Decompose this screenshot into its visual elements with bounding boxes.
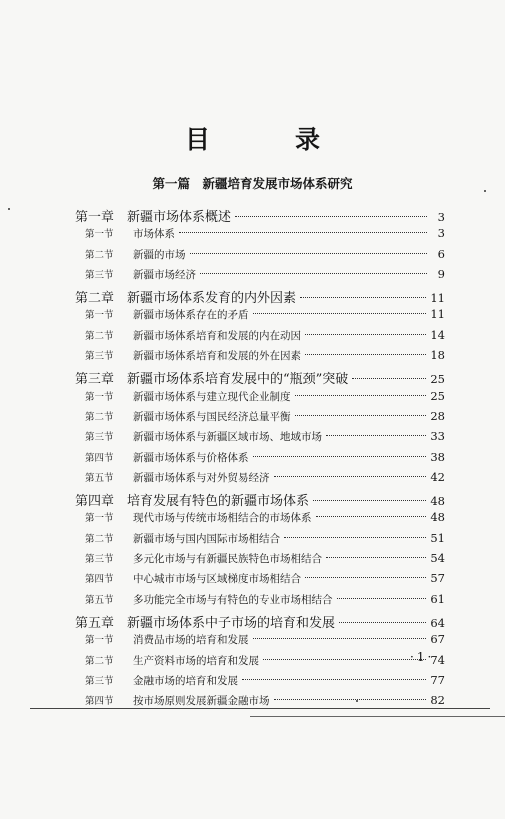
- toc-title: 新疆市场体系培育和发展的内在动因: [133, 329, 301, 342]
- toc-title: 多功能完全市场与有特色的专业市场相结合: [133, 593, 333, 606]
- toc-label: 第一节: [85, 391, 114, 403]
- toc-page-number: 64: [430, 615, 445, 630]
- toc-title: 市场体系: [133, 228, 175, 241]
- toc-page-number: 3: [437, 210, 445, 224]
- toc-chapter-row: [75, 490, 445, 510]
- toc-title: 多元化市场与有新疆民族特色市场相结合: [133, 553, 322, 566]
- toc-section-row: [75, 653, 445, 673]
- toc-section-row: [75, 673, 445, 693]
- toc-page-number: 14: [430, 327, 445, 342]
- scan-speck: [484, 190, 486, 192]
- bottom-rule: [30, 708, 490, 709]
- toc-page-number: 61: [430, 591, 445, 606]
- toc-leader-dots: [274, 476, 427, 477]
- toc-leader-dots: [337, 598, 427, 599]
- toc-label: 第三节: [85, 554, 114, 566]
- toc-page-number: 9: [437, 266, 445, 281]
- toc-section-row: [75, 226, 445, 246]
- page-number: ·1·: [410, 650, 435, 664]
- toc-title: 金融市场的培育和发展: [133, 674, 238, 687]
- toc-label: 第二节: [85, 533, 114, 545]
- toc-title: 新疆市场体系与新疆区域市场、地域市场: [133, 431, 322, 444]
- part-heading: 第一篇 新疆培育发展市场体系研究: [152, 176, 353, 191]
- toc-title: 中心城市市场与区域梯度市场相结合: [133, 573, 301, 586]
- toc-leader-dots: [253, 638, 427, 639]
- toc-section-row: [75, 531, 445, 551]
- toc-section-row: [75, 693, 445, 713]
- toc-label: 第四章: [75, 494, 115, 510]
- toc-page-number: 11: [430, 307, 445, 322]
- toc-chapter-row: [75, 287, 445, 307]
- toc-page-number: 48: [430, 494, 445, 509]
- toc-title: 新疆市场体系培育和发展的外在因素: [133, 350, 301, 363]
- toc-leader-dots: [295, 415, 427, 416]
- toc-title: 新疆市场体系与国民经济总量平衡: [133, 410, 291, 423]
- toc-label: 第四节: [85, 574, 114, 586]
- toc-leader-dots: [316, 516, 427, 517]
- scan-speck: [8, 208, 10, 210]
- toc-page-number: 54: [430, 551, 445, 566]
- toc-leader-dots: [263, 659, 426, 660]
- table-of-contents: [75, 206, 445, 713]
- toc-section-row: [75, 429, 445, 449]
- toc-section-row: [75, 307, 445, 327]
- toc-title: 消费品市场的培育和发展: [133, 634, 249, 647]
- toc-section-row: [75, 450, 445, 470]
- toc-chapter-row: [75, 612, 445, 632]
- toc-title: 生产资料市场的培育和发展: [133, 654, 259, 667]
- toc-leader-dots: [339, 622, 426, 623]
- bottom-rule-secondary: [250, 716, 505, 717]
- toc-leader-dots: [253, 313, 427, 314]
- toc-label: 第四节: [85, 452, 114, 464]
- toc-title: 新疆市场体系概述: [127, 210, 232, 225]
- toc-page-number: 67: [430, 632, 445, 647]
- toc-leader-dots: [305, 354, 426, 355]
- toc-label: 第三节: [85, 675, 114, 687]
- toc-title: 新疆市场体系与对外贸易经济: [133, 471, 270, 484]
- toc-page-number: 48: [430, 510, 445, 525]
- toc-title: 新疆市场经济: [133, 268, 196, 281]
- toc-leader-dots: [274, 699, 427, 700]
- toc-section-row: [75, 348, 445, 368]
- toc-label: 第一章: [75, 210, 115, 225]
- toc-section-row: [75, 328, 445, 348]
- toc-leader-dots: [253, 456, 427, 457]
- toc-page-number: 77: [430, 672, 445, 687]
- toc-leader-dots: [200, 273, 427, 274]
- toc-page-number: 82: [430, 693, 445, 708]
- toc-section-row: [75, 592, 445, 612]
- toc-leader-dots: [305, 577, 426, 578]
- toc-label: 第二章: [75, 291, 115, 307]
- toc-label: 第二节: [85, 411, 114, 423]
- toc-label: 第三节: [85, 432, 114, 444]
- toc-label: 第三节: [85, 269, 114, 281]
- toc-leader-dots: [284, 537, 426, 538]
- toc-section-row: [75, 267, 445, 287]
- toc-leader-dots: [179, 232, 427, 233]
- toc-leader-dots: [305, 334, 426, 335]
- toc-title: 按市场原则发展新疆金融市场: [133, 695, 270, 708]
- toc-title: 新疆市场与国内国际市场相结合: [133, 532, 280, 545]
- toc-page-number: 33: [430, 429, 445, 444]
- toc-section-row: [75, 409, 445, 429]
- toc-title: 新疆的市场: [133, 248, 186, 261]
- toc-leader-dots: [235, 216, 427, 217]
- toc-page-number: 38: [430, 449, 445, 464]
- toc-page-number: 74: [430, 652, 445, 667]
- toc-leader-dots: [326, 435, 426, 436]
- toc-section-row: [75, 571, 445, 591]
- toc-chapter-row: [75, 206, 445, 226]
- toc-page-number: 25: [430, 372, 445, 387]
- toc-section-row: [75, 510, 445, 530]
- toc-label: 第三节: [85, 351, 114, 363]
- toc-label: 第三章: [75, 372, 115, 388]
- toc-section-row: [75, 389, 445, 409]
- toc-section-row: [75, 551, 445, 571]
- toc-page-number: 3: [437, 226, 445, 241]
- toc-title: 培育发展有特色的新疆市场体系: [127, 494, 310, 510]
- scan-speck: [356, 700, 358, 702]
- toc-leader-dots: [313, 500, 426, 501]
- page-title: 目 录: [184, 125, 350, 154]
- toc-page-number: 18: [430, 348, 445, 363]
- toc-title: 现代市场与传统市场相结合的市场体系: [133, 512, 312, 525]
- toc-title: 新疆市场体系与建立现代企业制度: [133, 390, 291, 403]
- toc-label: 第二节: [85, 330, 114, 342]
- toc-leader-dots: [352, 378, 426, 379]
- toc-section-row: [75, 470, 445, 490]
- toc-title: 新疆市场体系培育发展中的“瓶颈”突破: [127, 372, 349, 388]
- toc-label: 第五章: [75, 615, 115, 631]
- toc-label: 第一节: [85, 310, 114, 322]
- toc-chapter-row: [75, 368, 445, 388]
- toc-page-number: 28: [430, 408, 445, 423]
- toc-title: 新疆市场体系存在的矛盾: [133, 309, 249, 322]
- toc-page-number: 42: [430, 469, 445, 484]
- toc-page-number: 11: [430, 291, 445, 306]
- toc-section-row: [75, 632, 445, 652]
- toc-page-number: 57: [430, 571, 445, 586]
- toc-page-number: 25: [430, 388, 445, 403]
- toc-title: 新疆市场体系中子市场的培育和发展: [127, 615, 336, 631]
- toc-label: 第一节: [85, 635, 114, 647]
- toc-label: 第一节: [85, 229, 114, 241]
- toc-label: 第二节: [85, 249, 114, 261]
- toc-label: 第一节: [85, 513, 114, 525]
- toc-page-number: 6: [437, 246, 445, 261]
- toc-label: 第二节: [85, 655, 114, 667]
- toc-leader-dots: [242, 679, 426, 680]
- toc-leader-dots: [326, 557, 426, 558]
- toc-title: 新疆市场体系发育的内外因素: [127, 291, 297, 307]
- toc-leader-dots: [190, 253, 428, 254]
- toc-label: 第五节: [85, 594, 114, 606]
- toc-title: 新疆市场体系与价格体系: [133, 451, 249, 464]
- toc-label: 第四节: [85, 696, 114, 708]
- toc-page-number: 51: [430, 530, 445, 545]
- toc-label: 第五节: [85, 472, 114, 484]
- toc-section-row: [75, 247, 445, 267]
- toc-leader-dots: [300, 297, 426, 298]
- toc-leader-dots: [295, 395, 427, 396]
